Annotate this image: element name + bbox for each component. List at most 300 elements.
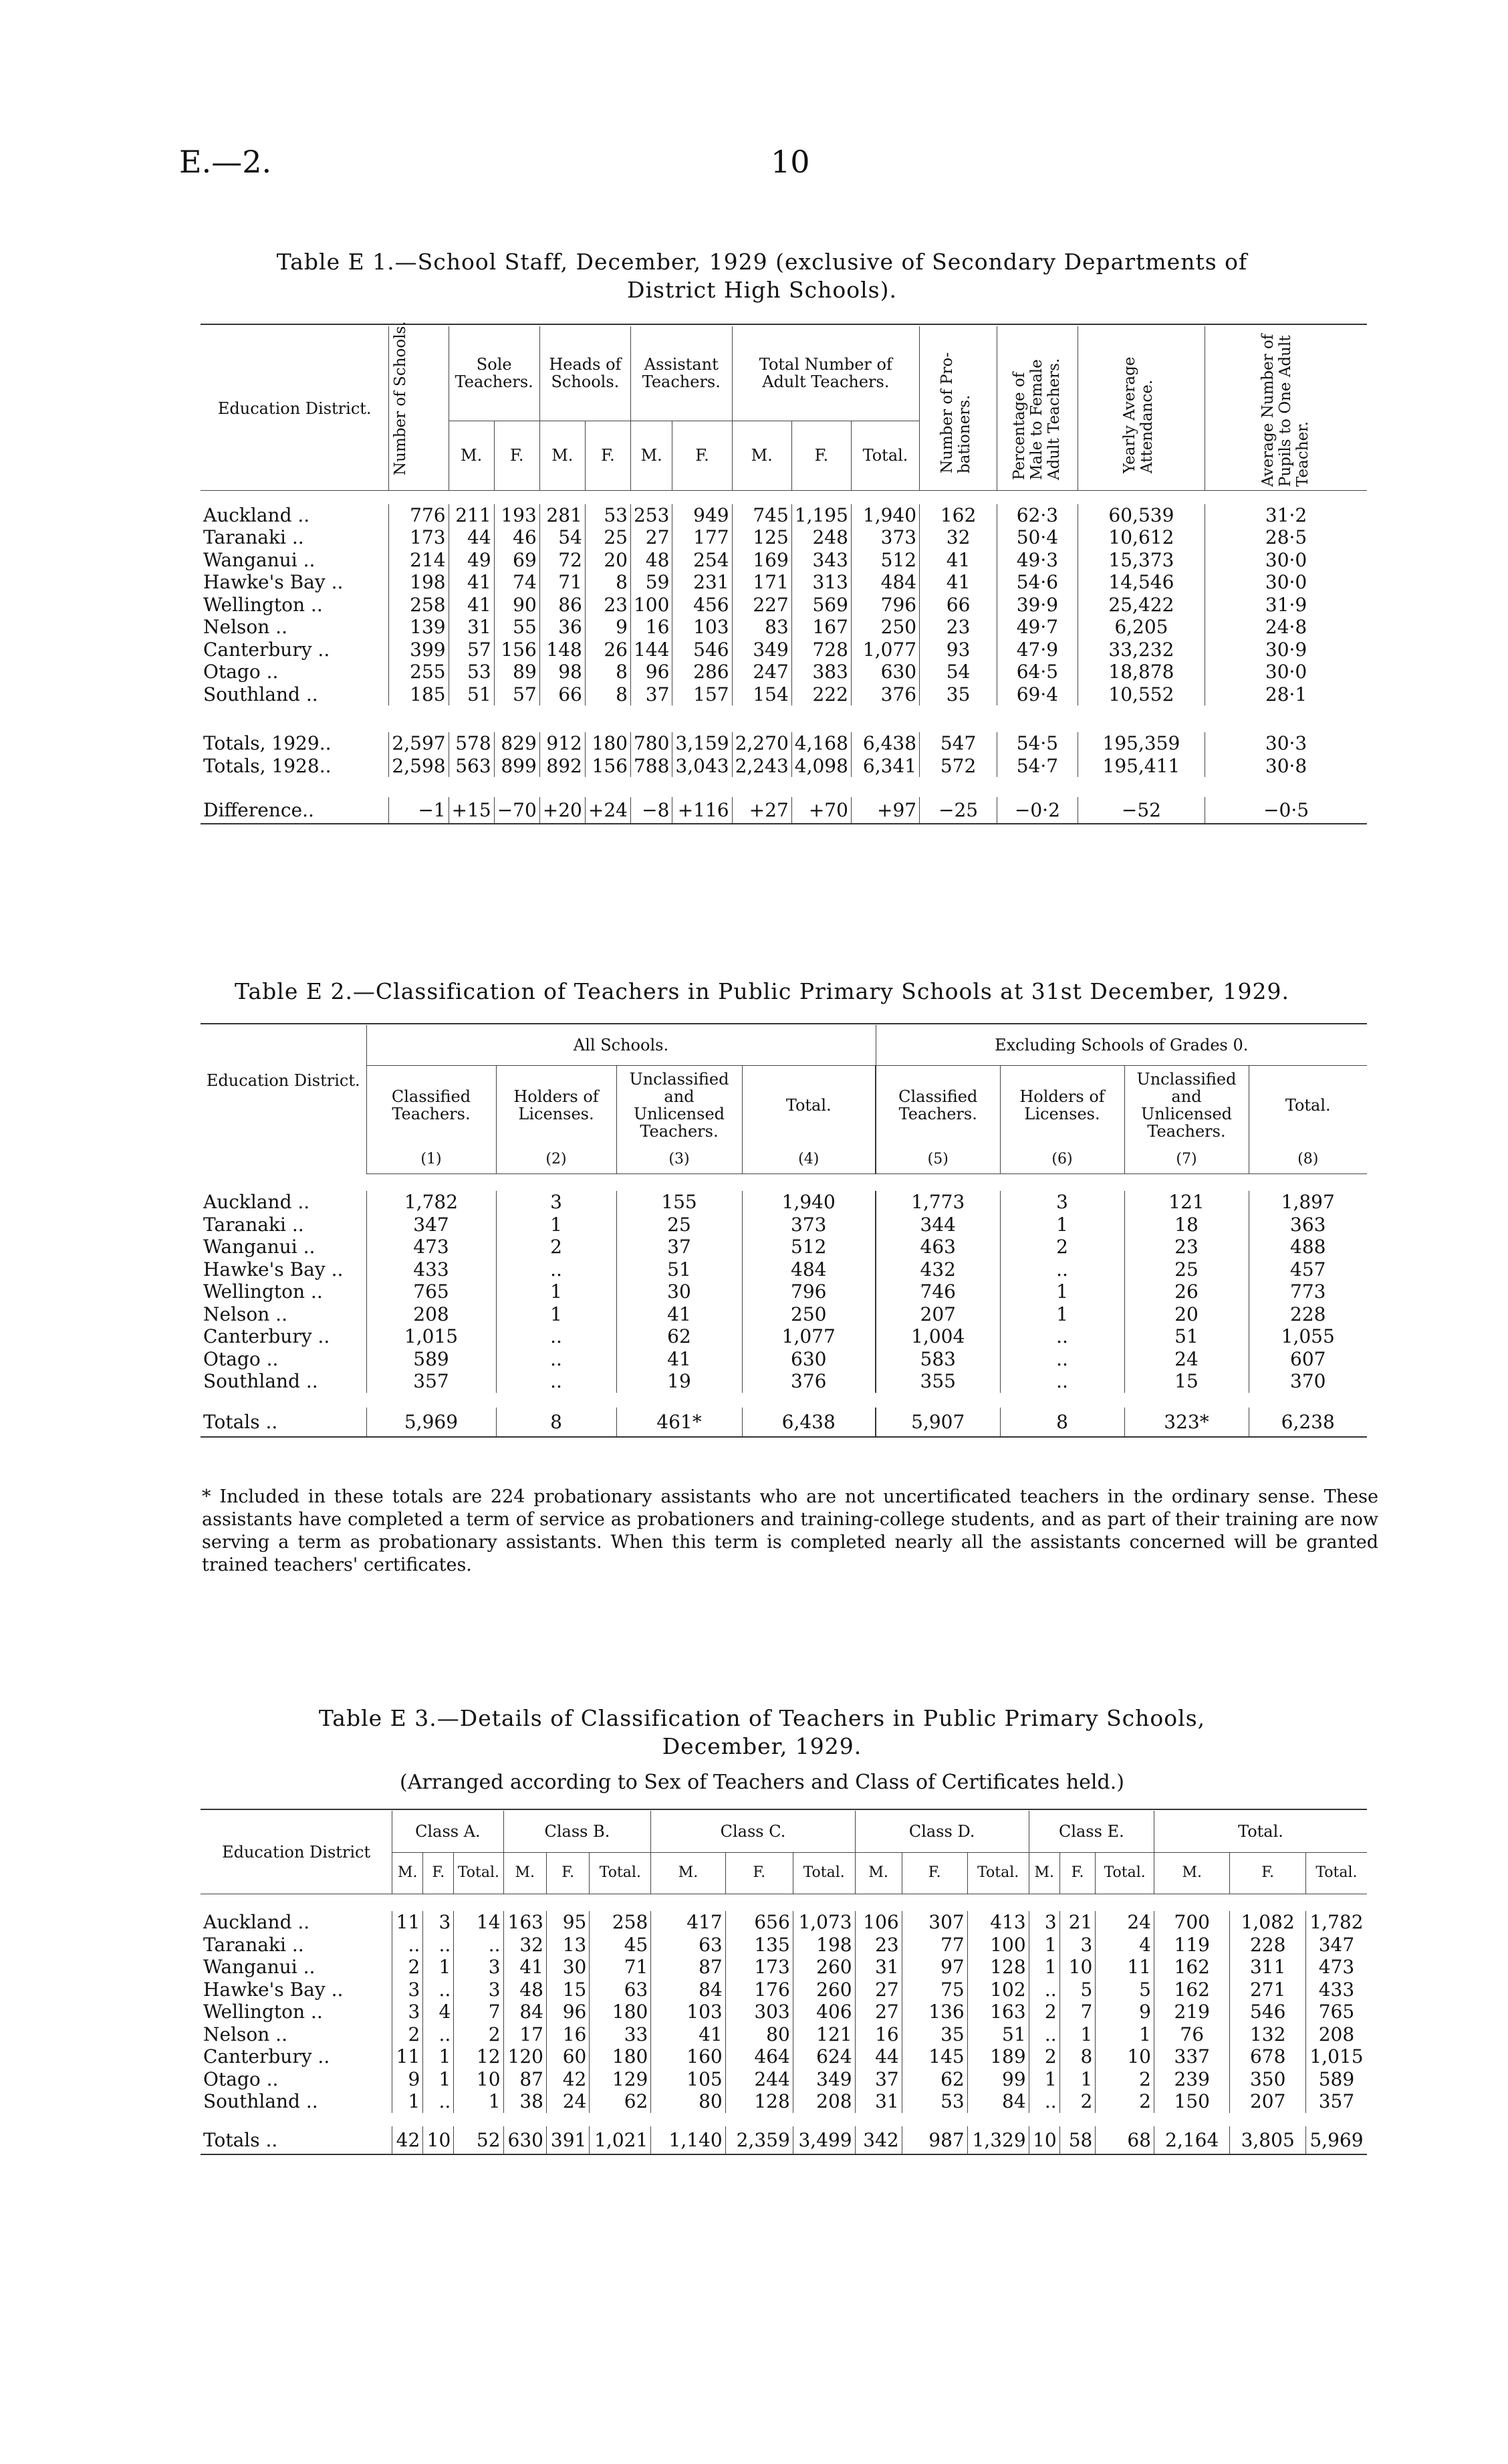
table-cell: 125	[732, 526, 791, 549]
spacer-row	[201, 491, 1367, 504]
table-cell: 87	[503, 2068, 546, 2091]
table-cell: 95	[546, 1911, 589, 1934]
difference-row	[201, 797, 1367, 824]
table-cell: 156	[585, 755, 630, 778]
table-cell: 1,077	[742, 1325, 876, 1348]
table-cell: 33,232	[1078, 639, 1205, 661]
table-row	[201, 1214, 1367, 1236]
column-header: Classified Teachers.	[876, 1065, 1000, 1145]
spacer-row	[201, 1393, 1367, 1408]
table-cell: 12	[454, 2045, 503, 2068]
table-cell: 2	[1059, 2090, 1096, 2113]
totals-row	[201, 2126, 1367, 2154]
table-cell: 96	[630, 661, 672, 683]
class-group-header: Class A.	[392, 1811, 503, 1852]
table-cell: 51	[1124, 1325, 1249, 1348]
district-name: Wanganui ..	[201, 1236, 366, 1258]
table-cell: −25	[920, 797, 997, 824]
table-cell: 589	[366, 1348, 496, 1371]
sub-header: M.	[1029, 1852, 1059, 1894]
table-cell: 48	[630, 549, 672, 572]
table-cell: 1	[1000, 1280, 1124, 1303]
table-row	[201, 1303, 1367, 1326]
class-group-header: Class D.	[855, 1811, 1029, 1852]
district-name: Otago ..	[201, 661, 389, 683]
table-cell: 208	[366, 1303, 496, 1326]
table-cell: 51	[967, 2023, 1029, 2046]
sub-header: M.	[1154, 1852, 1230, 1894]
table-e2-title: Table E 2.—Classification of Teachers in Public Primary Schools at 31st December, 1929.	[235, 978, 1289, 1004]
table-cell: 1,782	[366, 1191, 496, 1214]
table-cell: 208	[793, 2090, 855, 2113]
table-cell: 193	[494, 504, 539, 527]
district-name: Taranaki ..	[201, 1214, 366, 1236]
table-cell: 572	[920, 755, 997, 778]
table-cell: 163	[503, 1911, 546, 1934]
table-cell: 563	[449, 755, 494, 778]
table-cell: −8	[630, 797, 672, 824]
table-cell: 8	[496, 1408, 616, 1437]
table-cell: 207	[1230, 2090, 1305, 2113]
sub-m: M.	[539, 421, 585, 490]
table-cell: 363	[1290, 1213, 1326, 1236]
table-cell: 103	[651, 2001, 725, 2023]
table-cell: 15	[1124, 1370, 1249, 1393]
table-cell: 15	[546, 1979, 589, 2001]
sub-header: F.	[1230, 1852, 1305, 1894]
table-cell: 173	[389, 526, 449, 549]
table-cell: 343	[791, 549, 851, 572]
table-cell: 3,499	[793, 2126, 855, 2154]
table-cell: 24·8	[1265, 616, 1307, 639]
table-cell: 128	[967, 1956, 1029, 1979]
table-cell: 1	[496, 1303, 616, 1326]
table-rule	[201, 1809, 1367, 1810]
district-name: Canterbury ..	[201, 1325, 366, 1348]
totals-row	[201, 732, 1367, 755]
table-cell: 44	[855, 2045, 902, 2068]
table-cell: +20	[539, 797, 585, 824]
table-cell: 17	[503, 2023, 546, 2046]
table-cell: 949	[672, 504, 732, 527]
table-cell: 207	[876, 1303, 1000, 1326]
table-row	[201, 639, 1367, 661]
column-number: (1)	[366, 1145, 496, 1173]
table-cell: 3	[392, 2001, 423, 2023]
district-name: Hawke's Bay ..	[201, 1258, 366, 1281]
table-e1-title: Table E 1.—School Staff, December, 1929 (exclusive of Secondary Departments of	[276, 249, 1248, 275]
col-heads-of-schools: Heads of Schools.	[539, 326, 630, 421]
table-cell: 10,552	[1078, 683, 1205, 706]
table-cell: 23	[920, 616, 997, 639]
table-cell: 157	[672, 683, 732, 706]
table-cell: 27	[855, 1979, 902, 2001]
table-cell: 66	[920, 594, 997, 617]
table-cell: 8	[1059, 2045, 1096, 2068]
district-name: Wanganui ..	[201, 549, 389, 572]
table-cell: 1,073	[793, 1911, 855, 1934]
table-cell: 23	[855, 1934, 902, 1956]
sub-header: F.	[725, 1852, 793, 1894]
table-row	[201, 1280, 1367, 1303]
column-number: (7)	[1124, 1145, 1249, 1173]
table-cell: 120	[503, 2045, 546, 2068]
table-cell: ..	[1029, 1979, 1059, 2001]
table-cell: 3	[1029, 1911, 1059, 1934]
table-cell: 6,205	[1078, 616, 1205, 639]
table-cell: 8	[585, 661, 630, 683]
table-row	[201, 1348, 1367, 1371]
district-name: Southland ..	[201, 2090, 392, 2113]
table-cell: 135	[725, 1934, 793, 1956]
table-cell: 349	[793, 2068, 855, 2091]
table-cell: 1,773	[876, 1191, 1000, 1214]
table-cell: 461*	[616, 1408, 742, 1437]
table-cell: 3	[423, 1911, 454, 1934]
table-cell: 30·0	[1265, 571, 1307, 594]
table-cell: ..	[1029, 2090, 1059, 2113]
table-cell: 2,598	[389, 755, 449, 778]
table-cell: 162	[1154, 1956, 1230, 1979]
table-cell: 484	[742, 1258, 876, 1281]
table-cell: 24	[1124, 1348, 1249, 1371]
table-cell: 26	[585, 639, 630, 661]
table-cell: 357	[366, 1370, 496, 1393]
table-cell: 1	[423, 2068, 454, 2091]
table-cell: 2	[1096, 2068, 1154, 2091]
table-cell: 546	[672, 639, 732, 661]
table-cell: 36	[539, 616, 585, 639]
table-cell: 796	[851, 594, 919, 617]
table-cell: 52	[454, 2126, 503, 2154]
table-cell: 258	[389, 594, 449, 617]
table-cell: 829	[494, 732, 539, 755]
table-cell: 776	[389, 504, 449, 527]
table-cell: 41	[920, 549, 997, 572]
table-cell: 4	[1096, 1934, 1154, 1956]
table-cell: 37	[630, 683, 672, 706]
district-name: Auckland ..	[201, 1191, 366, 1214]
table-cell: 2	[496, 1236, 616, 1258]
table-cell: 8	[585, 683, 630, 706]
table-cell: 90	[494, 594, 539, 617]
table-cell: 2	[1000, 1236, 1124, 1258]
table-cell: 3	[454, 1979, 503, 2001]
table-cell: 77	[902, 1934, 967, 1956]
table-cell: 18,878	[1078, 661, 1205, 683]
table-cell: 139	[389, 616, 449, 639]
table-cell: 42	[546, 2068, 589, 2091]
table-row	[201, 571, 1367, 594]
table-cell: 84	[503, 2001, 546, 2023]
district-name: Totals ..	[201, 2126, 392, 2154]
column-header: Unclassified and Unlicensed Teachers.	[1124, 1065, 1249, 1145]
table-cell: 254	[672, 549, 732, 572]
table-cell: 48	[503, 1979, 546, 2001]
district-name: Totals, 1929..	[201, 732, 389, 755]
table-cell: 7	[454, 2001, 503, 2023]
table-cell: 57	[494, 683, 539, 706]
table-cell: 11	[392, 1911, 423, 1934]
table-row	[201, 1325, 1367, 1348]
table-e1-title-cont: District High Schools).	[627, 277, 897, 303]
table-cell: 376	[851, 683, 919, 706]
table-cell: 25	[616, 1214, 742, 1236]
table-cell: 8	[585, 571, 630, 594]
table-cell: 255	[389, 661, 449, 683]
table-cell: 1,940	[742, 1191, 876, 1214]
table-cell: 54	[539, 526, 585, 549]
table-cell: 60,539	[1078, 504, 1205, 527]
table-cell: 25	[585, 526, 630, 549]
table-cell: 89	[494, 661, 539, 683]
table-cell: 624	[793, 2045, 855, 2068]
col-probationers: Number of Pro-bationers.	[938, 352, 973, 473]
table-cell: 66	[539, 683, 585, 706]
table-cell: 765	[1318, 2001, 1355, 2023]
table-cell: 347	[1318, 1933, 1355, 1956]
table-cell: 1,140	[651, 2126, 725, 2154]
table-cell: 87	[651, 1956, 725, 1979]
sub-f: F.	[585, 421, 630, 490]
district-name: Nelson ..	[201, 2023, 392, 2046]
table-cell: 195,359	[1078, 732, 1205, 755]
column-number: (2)	[496, 1145, 616, 1173]
table-cell: 1,055	[1281, 1325, 1335, 1348]
table-cell: 53	[449, 661, 494, 683]
table-cell: 1	[392, 2090, 423, 2113]
table-cell: 198	[793, 1934, 855, 1956]
table-cell: 167	[791, 616, 851, 639]
table-cell: 62·3	[997, 504, 1078, 527]
table-e2	[201, 1025, 1367, 1438]
table-cell: 244	[725, 2068, 793, 2091]
table-cell: 129	[590, 2068, 651, 2091]
table-cell: 10	[454, 2068, 503, 2091]
sub-header: Total.	[454, 1852, 503, 1894]
table-cell: 3,159	[672, 732, 732, 755]
table-cell: 1	[1000, 1214, 1124, 1236]
column-header: Unclassified and Unlicensed Teachers.	[616, 1065, 742, 1145]
col-average-pupils: Average Number of Pupils to One Adult Teacher.	[1259, 334, 1312, 487]
table-cell: 33	[590, 2023, 651, 2046]
document-code: E.—2.	[179, 144, 272, 180]
table-cell: 987	[902, 2126, 967, 2154]
table-row	[201, 2001, 1367, 2023]
sub-f: F.	[494, 421, 539, 490]
table-e3-subtitle: (Arranged according to Sex of Teachers and Class of Certificates held.)	[400, 1771, 1124, 1794]
table-row	[201, 2090, 1367, 2113]
sub-header: F.	[546, 1852, 589, 1894]
table-cell: 4,098	[791, 755, 851, 778]
table-cell: 227	[732, 594, 791, 617]
page-number: 10	[771, 144, 810, 180]
table-cell: 49·7	[997, 616, 1078, 639]
table-cell: 41	[616, 1303, 742, 1326]
table-cell: 19	[616, 1370, 742, 1393]
table-cell: 11	[392, 2045, 423, 2068]
class-group-header: Total.	[1154, 1811, 1368, 1852]
table-cell: 2,597	[389, 732, 449, 755]
district-name: Totals, 1928..	[201, 755, 389, 778]
table-cell: ..	[423, 2090, 454, 2113]
table-cell: 41	[503, 1956, 546, 1979]
table-cell: 3	[1059, 1934, 1096, 1956]
sub-header: M.	[392, 1852, 423, 1894]
table-cell: 1,015	[1309, 2045, 1364, 2068]
table-cell: 456	[672, 594, 732, 617]
table-cell: 1	[1029, 1956, 1059, 1979]
table-cell: 74	[494, 571, 539, 594]
table-cell: 169	[732, 549, 791, 572]
table-cell: 10	[1059, 1956, 1096, 1979]
table-cell: 373	[851, 526, 919, 549]
table-cell: 30	[616, 1280, 742, 1303]
table-cell: 98	[539, 661, 585, 683]
table-cell: 512	[742, 1236, 876, 1258]
table-cell: 71	[590, 1956, 651, 1979]
sub-header: Total.	[590, 1852, 651, 1894]
table-cell: +97	[851, 797, 919, 824]
district-name: Otago ..	[201, 1348, 366, 1371]
table-cell: 1	[496, 1214, 616, 1236]
table-cell: 5,969	[1305, 2126, 1367, 2154]
table-cell: 899	[494, 755, 539, 778]
district-name: Wellington ..	[201, 2001, 392, 2023]
table-cell: 105	[651, 2068, 725, 2091]
table-cell: ..	[1000, 1325, 1124, 1348]
table-cell: 1	[1096, 2023, 1154, 2046]
table-cell: 1	[454, 2090, 503, 2113]
table-cell: 148	[539, 639, 585, 661]
table-cell: 160	[651, 2045, 725, 2068]
table-cell: 173	[725, 1956, 793, 1979]
table-cell: 176	[725, 1979, 793, 2001]
table-row	[201, 594, 1367, 617]
table-cell: 399	[389, 639, 449, 661]
sub-total: Total.	[851, 421, 919, 490]
table-cell: 20	[1124, 1303, 1249, 1326]
table-cell: 163	[967, 2001, 1029, 2023]
table-cell: 62	[590, 2090, 651, 2113]
table-cell: ..	[1000, 1370, 1124, 1393]
table-e1	[201, 320, 1367, 832]
table-cell: 6,438	[851, 732, 919, 755]
table-cell: 9	[392, 2068, 423, 2091]
table-cell: 746	[876, 1280, 1000, 1303]
table-cell: 253	[630, 504, 672, 527]
table-cell: 180	[590, 2001, 651, 2023]
table-cell: 1	[423, 1956, 454, 1979]
table-cell: 3,805	[1230, 2126, 1305, 2154]
table-cell: 2,270	[732, 732, 791, 755]
sub-header: M.	[651, 1852, 725, 1894]
table-cell: 37	[855, 2068, 902, 2091]
table-cell: 71	[539, 571, 585, 594]
table-cell: 214	[389, 549, 449, 572]
table-cell: 350	[1230, 2068, 1305, 2091]
district-name: Wellington ..	[201, 1280, 366, 1303]
table-row	[201, 1191, 1367, 1214]
col-assistant-teachers: Assistant Teachers.	[630, 326, 732, 421]
sub-f: F.	[672, 421, 732, 490]
table-row	[201, 1236, 1367, 1258]
table-cell: 69	[494, 549, 539, 572]
footnote: * Included in these totals are 224 probationary assistants who are not uncertificated teachers in the ordinary sense. These assistants have completed a term of service as probationers and training-college students, and as part of their training are now serving a term as probationary assistants. When this term is completed nearly all the assistants concerned will be granted trained teachers' certificates.	[202, 1486, 1378, 1575]
district-name: Auckland ..	[201, 504, 389, 527]
column-header: Total.	[1285, 1096, 1331, 1115]
table-cell: 463	[876, 1236, 1000, 1258]
table-cell: 892	[539, 755, 585, 778]
table-cell: 38	[503, 2090, 546, 2113]
table-rule	[201, 324, 1367, 325]
table-cell: 150	[1154, 2090, 1230, 2113]
table-cell: −1	[389, 797, 449, 824]
column-header: Classified Teachers.	[366, 1065, 496, 1145]
table-cell: 41	[449, 571, 494, 594]
table-cell: 311	[1230, 1956, 1305, 1979]
table-cell: 630	[503, 2126, 546, 2154]
table-cell: 54·7	[997, 755, 1078, 778]
table-cell: 62	[902, 2068, 967, 2091]
table-cell: 16	[855, 2023, 902, 2046]
table-cell: 678	[1230, 2045, 1305, 2068]
totals-row	[201, 755, 1367, 778]
table-cell: 1,004	[876, 1325, 1000, 1348]
table-cell: 1	[1000, 1303, 1124, 1326]
col-education-district: Education District	[201, 1811, 392, 1894]
table-cell: +27	[732, 797, 791, 824]
table-cell: 53	[585, 504, 630, 527]
district-name: Hawke's Bay ..	[201, 1979, 392, 2001]
table-cell: 100	[967, 1934, 1029, 1956]
table-cell: 132	[1230, 2023, 1305, 2046]
table-cell: 7	[1059, 2001, 1096, 2023]
table-cell: 51	[449, 683, 494, 706]
table-cell: +24	[585, 797, 630, 824]
table-cell: 31·2	[1265, 503, 1307, 526]
table-cell: 45	[590, 1934, 651, 1956]
table-cell: 260	[793, 1956, 855, 1979]
column-number: (8)	[1249, 1145, 1367, 1173]
table-cell: 195,411	[1078, 755, 1205, 778]
group-all-schools: All Schools.	[366, 1025, 876, 1065]
spacer-row	[201, 2113, 1367, 2126]
table-cell: 8	[1000, 1408, 1124, 1437]
table-cell: ..	[496, 1325, 616, 1348]
district-name: Wellington ..	[201, 594, 389, 617]
table-cell: 136	[902, 2001, 967, 2023]
table-cell: 31	[855, 1956, 902, 1979]
table-cell: 50·4	[997, 526, 1078, 549]
table-cell: 121	[1124, 1191, 1249, 1214]
table-cell: 6,238	[1249, 1408, 1367, 1437]
table-cell: 106	[855, 1911, 902, 1934]
table-cell: 248	[791, 526, 851, 549]
table-cell: 180	[585, 732, 630, 755]
sub-header: F.	[1059, 1852, 1096, 1894]
table-e3-title-cont: December, 1929.	[662, 1733, 862, 1759]
table-cell: 433	[1318, 1978, 1355, 2001]
table-cell: 35	[902, 2023, 967, 2046]
district-name: Southland ..	[201, 1370, 366, 1393]
table-cell: 41	[920, 571, 997, 594]
table-row	[201, 683, 1367, 706]
sub-header: M.	[503, 1852, 546, 1894]
table-cell: 39·9	[997, 594, 1078, 617]
table-cell: 391	[546, 2126, 589, 2154]
spacer-row	[201, 824, 1367, 832]
